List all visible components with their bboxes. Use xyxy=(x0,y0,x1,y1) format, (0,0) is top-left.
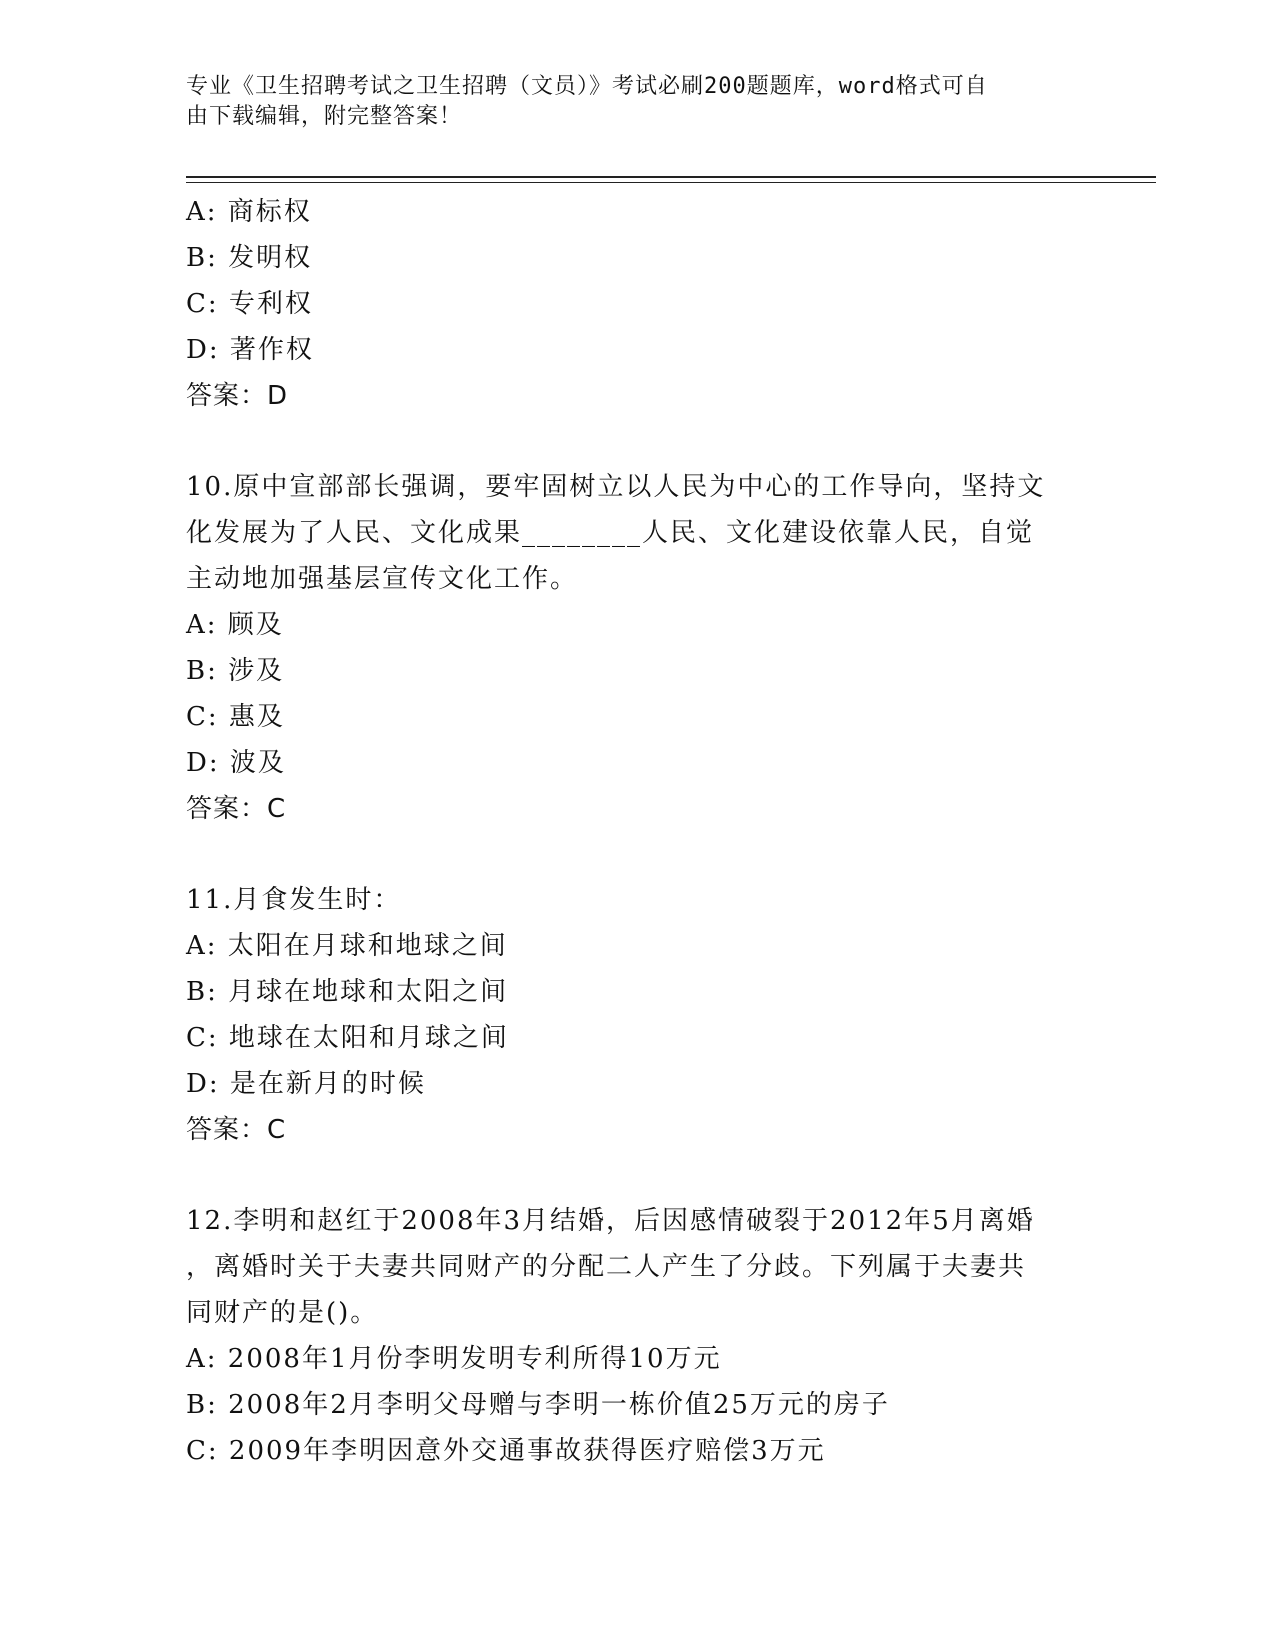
header-rule-top xyxy=(186,176,1156,178)
answer: 答案：C xyxy=(186,1115,287,1145)
answer: 答案：D xyxy=(186,381,289,411)
header-rule-bottom xyxy=(186,182,1156,183)
question-stem-line: 12.李明和赵红于2008年3月结婚，后因感情破裂于2012年5月离婚 xyxy=(186,1206,1035,1236)
question-stem-line: 化发展为了人民、文化成果________人民、文化建设依靠人民，自觉 xyxy=(186,518,1035,548)
document-content xyxy=(186,189,1086,1474)
option-c: C: 2009年李明因意外交通事故获得医疗赔偿3万元 xyxy=(186,1436,826,1466)
header-line-2: 由下载编辑，附完整答案！ xyxy=(186,104,463,129)
spacer xyxy=(186,1153,1086,1198)
question-stem-line: 主动地加强基层宣传文化工作。 xyxy=(186,564,579,594)
option-a: A: 商标权 xyxy=(186,197,312,227)
option-a: A: 太阳在月球和地球之间 xyxy=(186,931,508,961)
option-b: B: 涉及 xyxy=(186,656,285,686)
document-header xyxy=(186,72,1066,132)
question-12 xyxy=(186,1198,1086,1474)
question-11 xyxy=(186,877,1086,1153)
question-stem-line: 10.原中宣部部长强调，要牢固树立以人民为中心的工作导向，坚持文 xyxy=(186,472,1046,502)
option-c: C: 惠及 xyxy=(186,702,285,732)
question-10 xyxy=(186,464,1086,832)
spacer xyxy=(186,832,1086,877)
option-b: B: 月球在地球和太阳之间 xyxy=(186,977,509,1007)
option-b: B: 发明权 xyxy=(186,243,313,273)
option-a: A: 2008年1月份李明发明专利所得10万元 xyxy=(186,1344,722,1374)
option-a: A: 顾及 xyxy=(186,610,284,640)
option-c: C: 专利权 xyxy=(186,289,313,319)
option-d: D: 著作权 xyxy=(186,335,314,365)
question-stem-line: ，离婚时关于夫妻共同财产的分配二人产生了分歧。下列属于夫妻共 xyxy=(186,1252,1027,1282)
header-line-1: 专业《卫生招聘考试之卫生招聘（文员）》考试必刷200题题库，word格式可自 xyxy=(186,74,988,99)
question-stem-line: 11.月食发生时： xyxy=(186,885,402,915)
option-b: B: 2008年2月李明父母赠与李明一栋价值25万元的房子 xyxy=(186,1390,890,1420)
answer: 答案：C xyxy=(186,794,287,824)
spacer xyxy=(186,419,1086,464)
question-9 xyxy=(186,189,1086,419)
option-d: D: 是在新月的时候 xyxy=(186,1069,426,1099)
option-d: D: 波及 xyxy=(186,748,286,778)
option-c: C: 地球在太阳和月球之间 xyxy=(186,1023,509,1053)
question-stem-line: 同财产的是()。 xyxy=(186,1298,379,1328)
